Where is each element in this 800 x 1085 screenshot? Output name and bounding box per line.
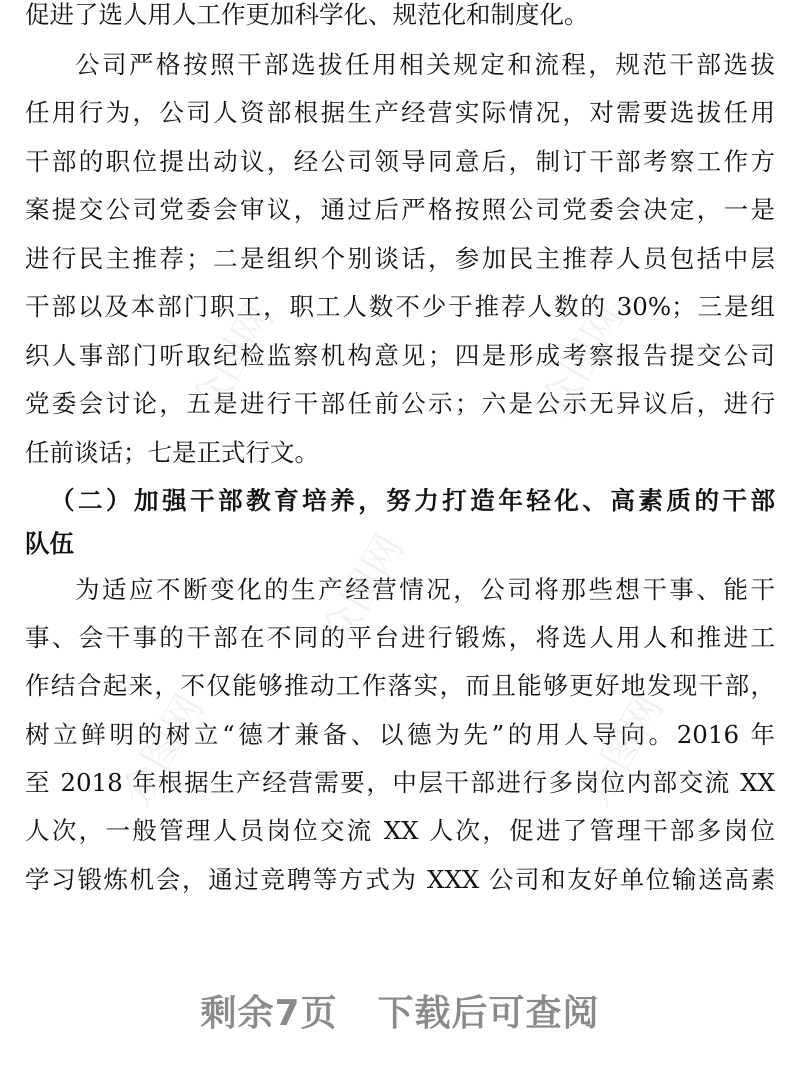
paragraph-line: 进行民主推荐；二是组织个别谈话，参加民主推荐人员包括中层 bbox=[25, 244, 775, 273]
paragraph-line: 至 2018 年根据生产经营需要，中层干部进行多岗位内部交流 XX bbox=[25, 768, 775, 797]
paragraph-line: 任前谈话；七是正式行文。 bbox=[25, 438, 319, 467]
paragraph-line: 干部以及本部门职工，职工人数不少于推荐人数的 30%；三是组 bbox=[25, 292, 775, 321]
paragraph-line: 任用行为，公司人资部根据生产经营实际情况，对需要选拔任用 bbox=[25, 98, 775, 127]
paragraph-line: 事、会干事的干部在不同的平台进行锻炼，将选人用人和推进工 bbox=[25, 623, 775, 652]
watermark: 众图网 bbox=[183, 296, 283, 424]
paragraph-line: 干部的职位提出动议，经公司领导同意后，制订干部考察工作方 bbox=[25, 147, 775, 176]
section-heading: 队伍 bbox=[25, 529, 74, 558]
download-to-view-label[interactable]: 下载后可查阅 bbox=[377, 993, 600, 1034]
paragraph-line: 案提交公司党委会审议，通过后严格按照公司党委会决定，一是 bbox=[25, 195, 775, 224]
download-prompt[interactable] bbox=[0, 985, 800, 1036]
watermark: 众图网 bbox=[533, 296, 633, 424]
paragraph-line: 促进了选人用人工作更加科学化、规范化和制度化。 bbox=[25, 0, 589, 29]
watermark: 众图网 bbox=[113, 686, 213, 814]
watermark: 众图网 bbox=[573, 686, 673, 814]
paragraph-line: 树立鲜明的树立“德才兼备、以德为先”的用人导向。2016 年 bbox=[25, 720, 775, 749]
remaining-pages-label: 剩余7页 bbox=[200, 993, 338, 1034]
paragraph-line: 为适应不断变化的生产经营情况，公司将那些想干事、能干 bbox=[75, 575, 775, 604]
watermark: 众图网 bbox=[313, 526, 413, 654]
paragraph-line: 学习锻炼机会，通过竞聘等方式为 XXX 公司和友好单位输送高素 bbox=[25, 865, 775, 894]
paragraph-line: 人次，一般管理人员岗位交流 XX 人次，促进了管理干部多岗位 bbox=[25, 816, 775, 845]
section-heading: （二）加强干部教育培养，努力打造年轻化、高素质的干部 bbox=[50, 486, 775, 515]
paragraph-line: 织人事部门听取纪检监察机构意见；四是形成考察报告提交公司 bbox=[25, 341, 775, 370]
paragraph-line: 公司严格按照干部选拔任用相关规定和流程，规范干部选拔 bbox=[75, 50, 775, 79]
paragraph-line: 作结合起来，不仅能够推动工作落实，而且能够更好地发现干部， bbox=[25, 671, 775, 700]
paragraph-line: 党委会讨论，五是进行干部任前公示；六是公示无异议后，进行 bbox=[25, 389, 775, 418]
